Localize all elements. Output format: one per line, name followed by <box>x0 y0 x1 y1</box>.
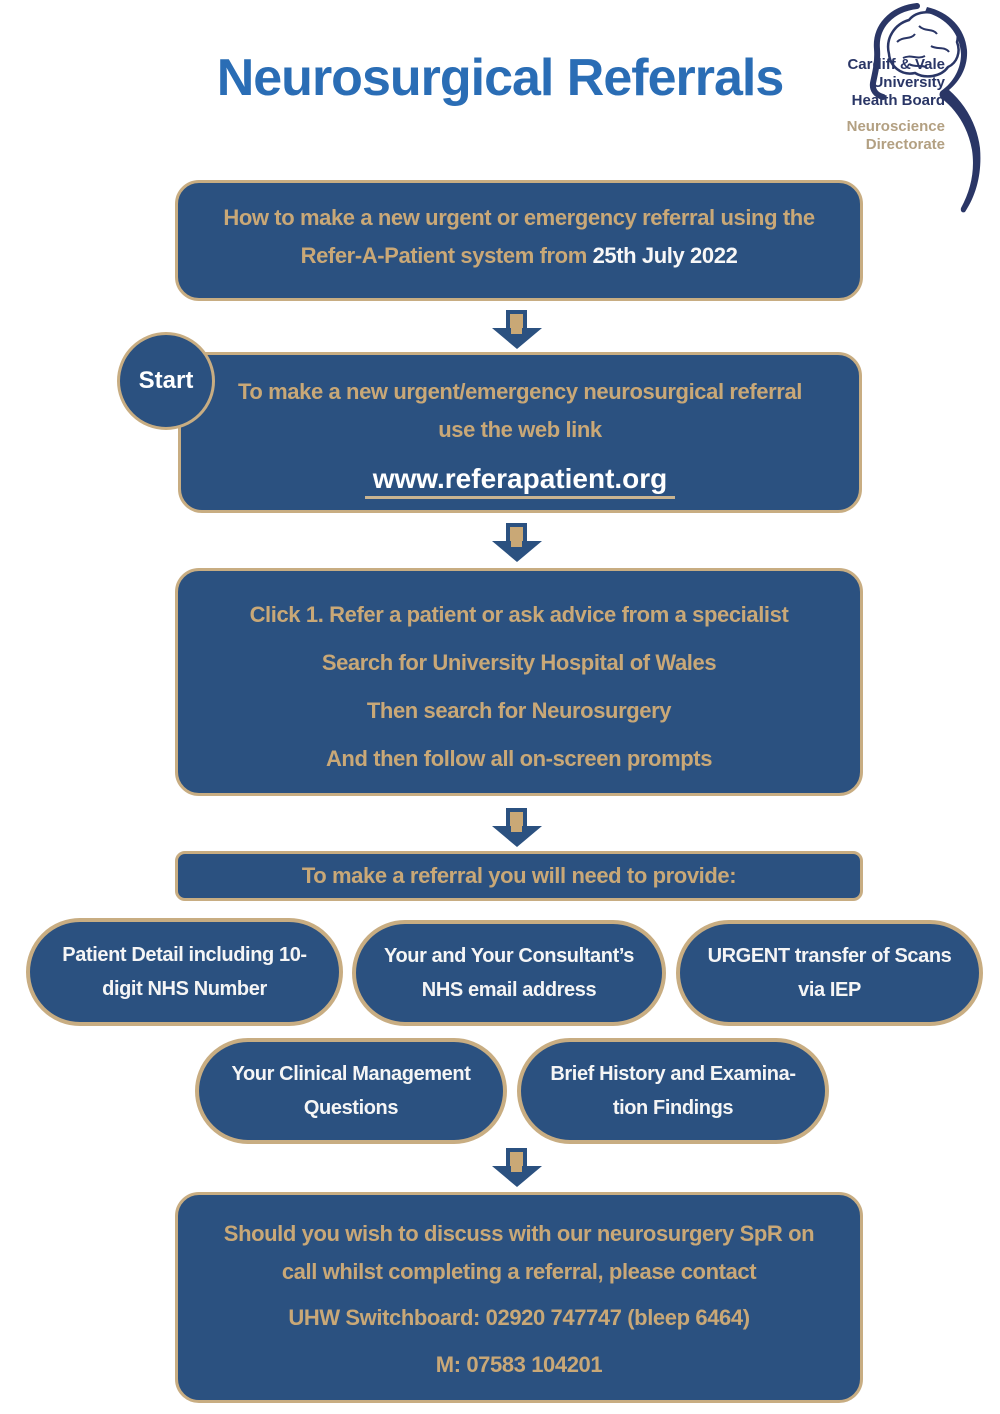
intro-box <box>175 180 863 301</box>
step-line: Then search for Neurosurgery <box>366 698 672 723</box>
step-line: And then follow all on-screen prompts <box>325 746 713 771</box>
weblink-line-1: To make a new urgent/emergency neurosurgical referral <box>237 379 803 404</box>
contact-line: call whilst completing a referral, please contact <box>281 1259 757 1284</box>
logo-text <box>827 56 945 154</box>
down-arrow-icon <box>489 1148 545 1188</box>
requirement-pill-scans: URGENT transfer of Scans via IEP <box>676 920 983 1026</box>
step-line: Search for University Hospital of Wales <box>321 650 717 675</box>
requirement-pill-history-findings: Brief History and Examina- tion Findings <box>517 1038 829 1144</box>
down-arrow-icon <box>489 310 545 350</box>
health-board-name: Cardiff & Vale University Health Board <box>847 56 945 109</box>
switchboard-number: UHW Switchboard: 02920 747747 (bleep 6464) <box>288 1305 750 1330</box>
directorate-name: Neuroscience Directorate <box>846 118 945 153</box>
intro-line-2: Refer-A-Patient system from 25th July 2022 <box>300 243 738 268</box>
requirement-pill-clinical-questions: Your Clinical Management Questions <box>195 1038 507 1144</box>
down-arrow-icon <box>489 808 545 848</box>
mobile-number: M: 07583 104201 <box>435 1352 603 1377</box>
down-arrow-icon <box>489 523 545 563</box>
steps-box <box>175 568 863 796</box>
requirement-pill-email: Your and Your Consultant’s NHS email address <box>352 920 666 1026</box>
go-live-date: 25th July 2022 <box>592 243 738 268</box>
step-line: Click 1. Refer a patient or ask advice from a specialist <box>249 602 789 627</box>
weblink-line-2: use the web link <box>438 417 602 442</box>
provide-header-bar <box>175 851 863 901</box>
provide-label: To make a referral you will need to provide: <box>301 863 737 888</box>
weblink-box <box>178 352 862 513</box>
start-badge: Start <box>117 332 215 430</box>
requirement-pill-nhs-number: Patient Detail including 10- digit NHS Number <box>26 918 343 1026</box>
referapatient-link[interactable]: www.referapatient.org <box>365 463 676 499</box>
contact-line: Should you wish to discuss with our neurosurgery SpR on <box>223 1221 815 1246</box>
page-title: Neurosurgical Referrals <box>216 49 784 107</box>
intro-line-1: How to make a new urgent or emergency referral using the <box>223 205 815 230</box>
contact-box <box>175 1192 863 1403</box>
